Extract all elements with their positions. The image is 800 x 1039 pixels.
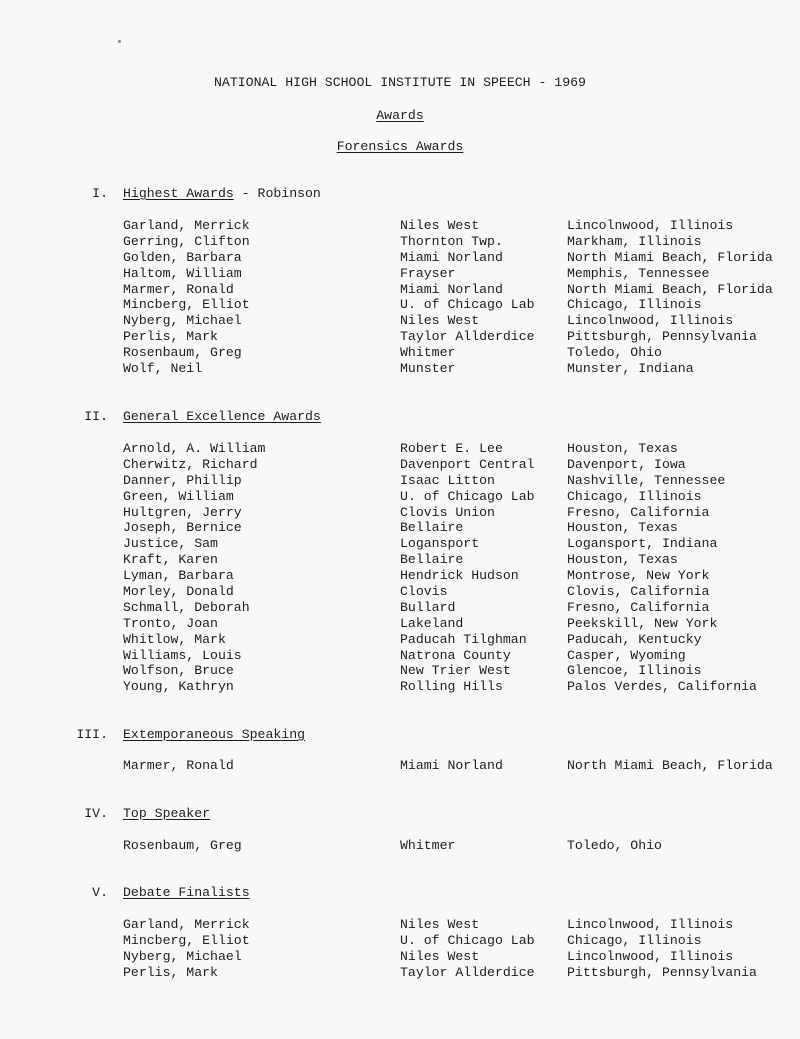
award-row [0, 234, 800, 250]
school-location: Pittsburgh, Pennsylvania [567, 964, 757, 980]
school-name: Miami Norland [400, 281, 503, 297]
section-1-title [123, 186, 321, 201]
award-row [0, 933, 800, 949]
award-row [0, 568, 800, 584]
recipient-name: Lyman, Barbara [123, 568, 234, 584]
school-name: Bullard [400, 599, 456, 615]
award-row [0, 505, 800, 521]
recipient-name: Justice, Sam [123, 536, 218, 552]
school-location: Palos Verdes, California [567, 679, 757, 695]
award-row [0, 758, 800, 774]
school-name: Whitmer [400, 345, 456, 361]
award-row [0, 648, 800, 664]
recipient-name: Garland, Merrick [123, 218, 250, 233]
award-row [0, 266, 800, 282]
school-name: Niles West [400, 917, 480, 932]
school-location: Toledo, Ohio [567, 838, 662, 853]
award-row [0, 552, 800, 568]
section-1-title-text: Highest Awards [123, 186, 234, 201]
document-subtitle [0, 108, 800, 123]
award-row [0, 297, 800, 313]
school-name: U. of Chicago Lab [400, 932, 535, 948]
recipient-name: Joseph, Bernice [123, 520, 242, 536]
award-row [0, 917, 800, 933]
recipient-name: Nyberg, Michael [123, 948, 242, 964]
school-location: Lincolnwood, Illinois [567, 218, 734, 233]
section-2-list [0, 441, 800, 695]
school-location: Glencoe, Illinois [567, 663, 702, 679]
awards-heading: Awards [376, 108, 424, 123]
school-name: Miami Norland [400, 249, 503, 265]
section-5-title-text: Debate Finalists [123, 885, 250, 900]
school-name: Thornton Twp. [400, 233, 503, 249]
award-row [0, 679, 800, 695]
recipient-name: Perlis, Mark [123, 329, 218, 345]
school-location: Fresno, California [567, 599, 710, 615]
school-location: Logansport, Indiana [567, 536, 718, 552]
school-location: Casper, Wyoming [567, 647, 686, 663]
section-2-title [123, 409, 321, 424]
school-location: Toledo, Ohio [567, 345, 662, 361]
school-name: Robert E. Lee [400, 441, 503, 456]
school-location: Markham, Illinois [567, 233, 702, 249]
school-location: North Miami Beach, Florida [567, 249, 773, 265]
section-4-title [123, 806, 210, 821]
award-row [0, 584, 800, 600]
school-name: Munster [400, 361, 456, 377]
award-row [0, 838, 800, 854]
section-1-title-suffix: - Robinson [233, 186, 321, 201]
section-1-numeral: I. [92, 186, 108, 201]
award-row [0, 313, 800, 329]
recipient-name: Rosenbaum, Greg [123, 838, 242, 853]
award-row [0, 473, 800, 489]
award-row [0, 218, 800, 234]
section-2-numeral: II. [84, 409, 108, 424]
school-name: Natrona County [400, 647, 511, 663]
section-4-list [0, 838, 800, 854]
recipient-name: Kraft, Karen [123, 552, 218, 568]
award-row [0, 536, 800, 552]
school-name: Niles West [400, 218, 480, 233]
school-location: Lincolnwood, Illinois [567, 917, 734, 932]
recipient-name: Whitlow, Mark [123, 631, 226, 647]
school-name: Taylor Allderdice [400, 329, 535, 345]
school-name: Taylor Allderdice [400, 964, 535, 980]
section-3-list [0, 758, 800, 774]
school-location: North Miami Beach, Florida [567, 281, 773, 297]
school-name: Logansport [400, 536, 480, 552]
school-name: Miami Norland [400, 758, 503, 773]
section-3-numeral: III. [76, 727, 108, 742]
recipient-name: Golden, Barbara [123, 249, 242, 265]
school-name: Isaac Litton [400, 472, 495, 488]
school-location: Memphis, Tennessee [567, 265, 710, 281]
award-row [0, 663, 800, 679]
section-5-numeral: V. [92, 885, 108, 900]
school-location: Pittsburgh, Pennsylvania [567, 329, 757, 345]
section-4-numeral: IV. [84, 806, 108, 821]
section-5-title [123, 885, 250, 900]
recipient-name: Gerring, Clifton [123, 233, 250, 249]
school-name: Clovis Union [400, 504, 495, 520]
award-row [0, 457, 800, 473]
school-name: Lakeland [400, 615, 464, 631]
recipient-name: Nyberg, Michael [123, 313, 242, 329]
school-name: Bellaire [400, 520, 464, 536]
school-name: Hendrick Hudson [400, 568, 519, 584]
recipient-name: Rosenbaum, Greg [123, 345, 242, 361]
school-name: New Trier West [400, 663, 511, 679]
recipient-name: Mincberg, Elliot [123, 932, 250, 948]
recipient-name: Arnold, A. William [123, 441, 266, 456]
section-3-title [123, 727, 305, 742]
school-location: Nashville, Tennessee [567, 472, 726, 488]
award-row [0, 520, 800, 536]
school-location: Chicago, Illinois [567, 488, 702, 504]
school-location: Chicago, Illinois [567, 932, 702, 948]
recipient-name: Hultgren, Jerry [123, 504, 242, 520]
award-row [0, 250, 800, 266]
recipient-name: Haltom, William [123, 265, 242, 281]
section-4-title-text: Top Speaker [123, 806, 211, 821]
school-location: Montrose, New York [567, 568, 710, 584]
recipient-name: Garland, Merrick [123, 917, 250, 932]
award-row [0, 329, 800, 345]
school-name: Whitmer [400, 838, 456, 853]
school-location: Davenport, Iowa [567, 456, 686, 472]
recipient-name: Marmer, Ronald [123, 281, 234, 297]
school-name: U. of Chicago Lab [400, 297, 535, 313]
recipient-name: Danner, Phillip [123, 472, 242, 488]
recipient-name: Perlis, Mark [123, 964, 218, 980]
school-location: Fresno, California [567, 504, 710, 520]
paper-speck [118, 40, 121, 43]
school-name: Frayser [400, 265, 456, 281]
section-3-title-text: Extemporaneous Speaking [123, 727, 306, 742]
recipient-name: Marmer, Ronald [123, 758, 234, 773]
recipient-name: Green, William [123, 488, 234, 504]
award-row [0, 965, 800, 981]
school-location: Houston, Texas [567, 441, 678, 456]
school-location: Houston, Texas [567, 552, 678, 568]
recipient-name: Cherwitz, Richard [123, 456, 258, 472]
recipient-name: Tronto, Joan [123, 615, 218, 631]
award-row [0, 441, 800, 457]
school-location: Paducah, Kentucky [567, 631, 702, 647]
award-row [0, 616, 800, 632]
school-location: Lincolnwood, Illinois [567, 313, 734, 329]
recipient-name: Young, Kathryn [123, 679, 234, 695]
recipient-name: Schmall, Deborah [123, 599, 250, 615]
document-title: NATIONAL HIGH SCHOOL INSTITUTE IN SPEECH - 1969 [214, 75, 586, 90]
school-name: Rolling Hills [400, 679, 503, 695]
recipient-name: Wolf, Neil [123, 361, 203, 377]
school-location: Chicago, Illinois [567, 297, 702, 313]
award-row [0, 949, 800, 965]
recipient-name: Mincberg, Elliot [123, 297, 250, 313]
school-name: Niles West [400, 948, 480, 964]
award-row [0, 489, 800, 505]
school-name: Clovis [400, 584, 448, 600]
section-2-title-text: General Excellence Awards [123, 409, 321, 424]
school-location: Lincolnwood, Illinois [567, 948, 734, 964]
section-heading [0, 139, 800, 154]
award-row [0, 632, 800, 648]
school-location: Munster, Indiana [567, 361, 694, 377]
section-5-list [0, 917, 800, 981]
school-location: Peekskill, New York [567, 615, 718, 631]
award-row [0, 600, 800, 616]
school-location: Clovis, California [567, 584, 710, 600]
school-name: Bellaire [400, 552, 464, 568]
school-name: Paducah Tilghman [400, 631, 527, 647]
school-name: Davenport Central [400, 456, 535, 472]
school-location: Houston, Texas [567, 520, 678, 536]
award-row [0, 282, 800, 298]
recipient-name: Morley, Donald [123, 584, 234, 600]
recipient-name: Wolfson, Bruce [123, 663, 234, 679]
school-location: North Miami Beach, Florida [567, 758, 773, 773]
forensics-heading: Forensics Awards [336, 139, 464, 154]
section-1-list [0, 218, 800, 377]
recipient-name: Williams, Louis [123, 647, 242, 663]
award-row [0, 361, 800, 377]
school-name: Niles West [400, 313, 480, 329]
school-name: U. of Chicago Lab [400, 488, 535, 504]
award-row [0, 345, 800, 361]
